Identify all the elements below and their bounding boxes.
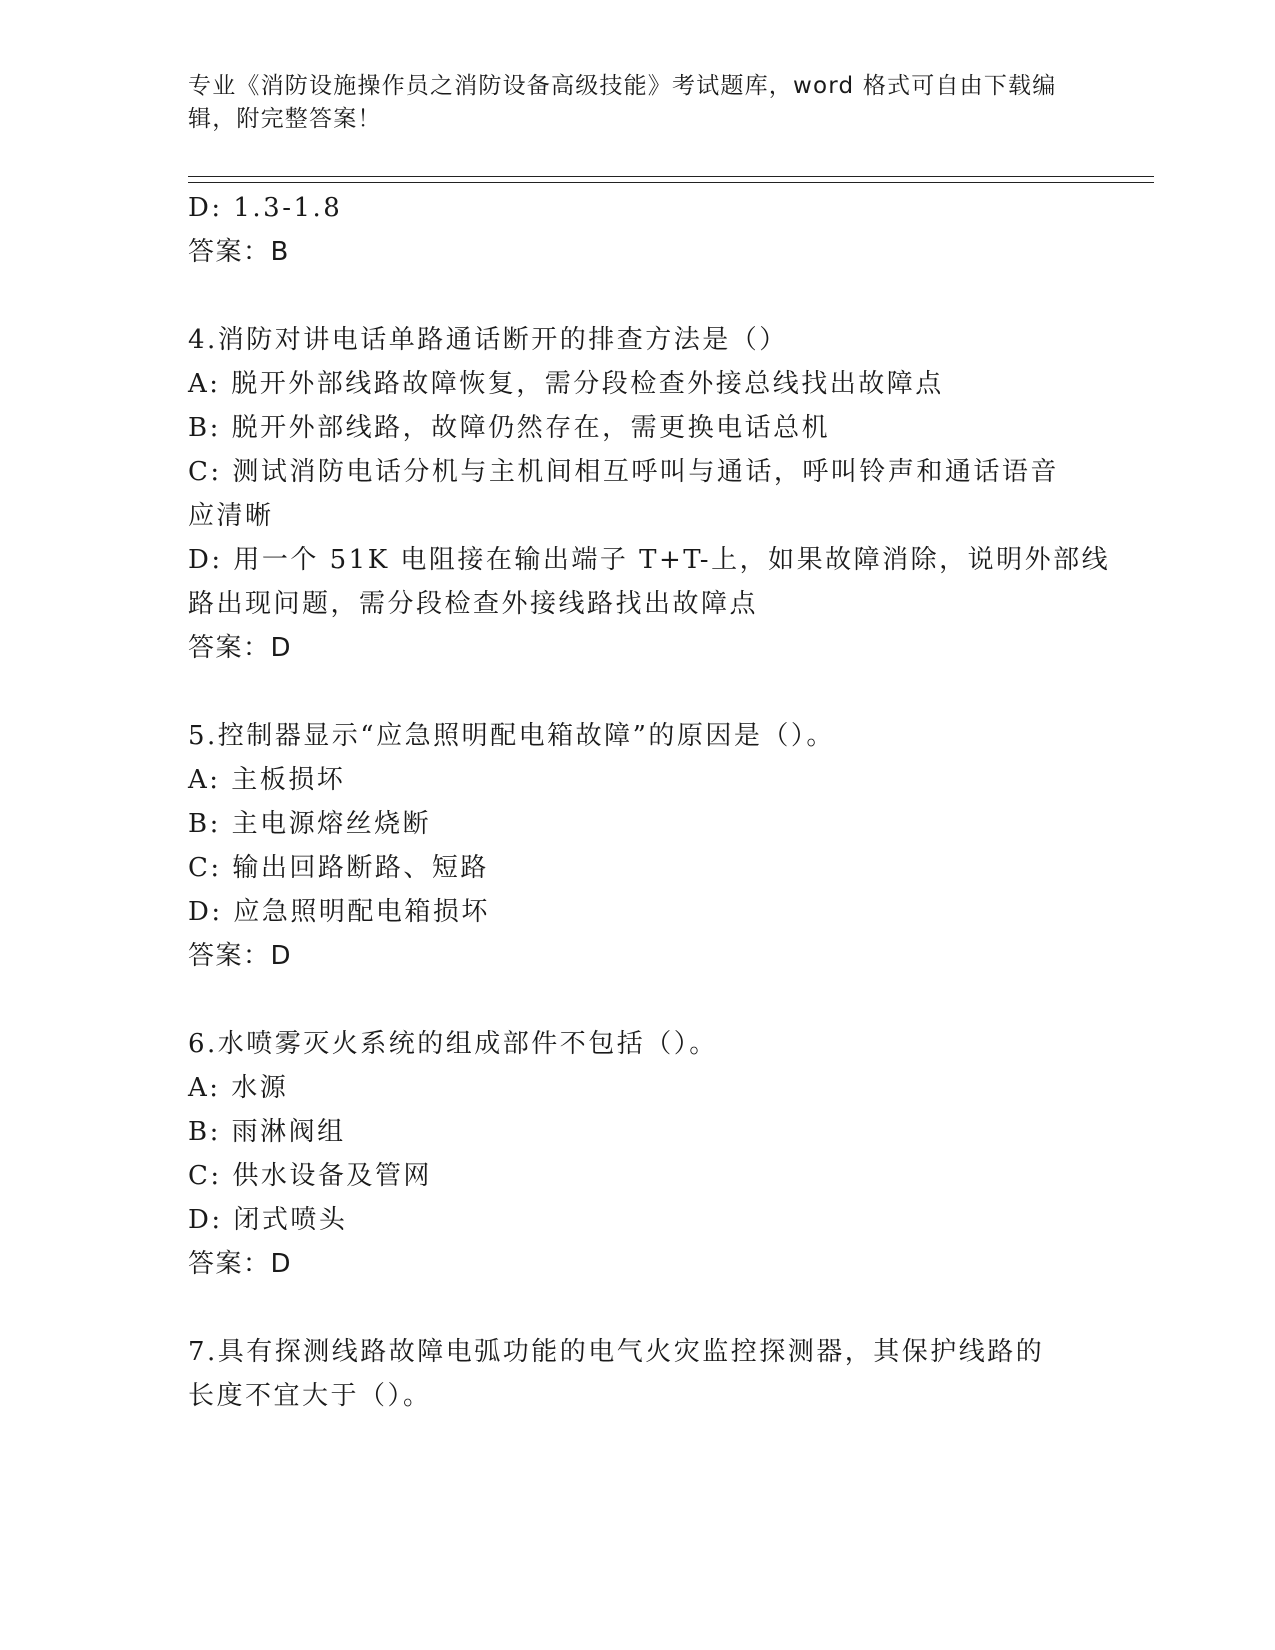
q4-option-a: A: 脱开外部线路故障恢复，需分段检查外接总线找出故障点 <box>188 369 944 399</box>
q4-option-c-continued: 应清晰 <box>188 501 274 531</box>
q4-option-b: B: 脱开外部线路，故障仍然存在，需更换电话总机 <box>188 413 831 443</box>
q4-option-d-continued: 路出现问题，需分段检查外接线路找出故障点 <box>188 589 759 619</box>
q3-option-d: D: 1.3-1.8 <box>188 193 343 223</box>
header-rule-top <box>188 176 1154 177</box>
q7-question: 7.具有探测线路故障电弧功能的电气火灾监控探测器，其保护线路的 <box>188 1337 1045 1367</box>
q5-answer: 答案：D <box>188 941 293 971</box>
q6-option-d: D: 闭式喷头 <box>188 1205 348 1235</box>
q6-option-c: C: 供水设备及管网 <box>188 1161 432 1191</box>
q5-option-a: A: 主板损坏 <box>188 765 346 795</box>
q5-question: 5.控制器显示“应急照明配电箱故障”的原因是（）。 <box>188 721 835 751</box>
q4-question: 4.消防对讲电话单路通话断开的排查方法是（） <box>188 325 788 355</box>
header-rule-bottom <box>188 182 1154 183</box>
q5-option-b: B: 主电源熔丝烧断 <box>188 809 432 839</box>
q4-option-d: D: 用一个 51K 电阻接在输出端子 T+T-上，如果故障消除，说明外部线 <box>188 545 1111 575</box>
q4-answer: 答案：D <box>188 633 293 663</box>
q4-option-c: C: 测试消防电话分机与主机间相互呼叫与通话，呼叫铃声和通话语音 <box>188 457 1059 487</box>
q6-option-a: A: 水源 <box>188 1073 289 1103</box>
q5-option-c: C: 输出回路断路、短路 <box>188 853 489 883</box>
q7-question-continued: 长度不宜大于（）。 <box>188 1381 432 1411</box>
q6-option-b: B: 雨淋阀组 <box>188 1117 346 1147</box>
q3-answer: 答案：B <box>188 237 290 267</box>
q6-question: 6.水喷雾灭火系统的组成部件不包括（）。 <box>188 1029 718 1059</box>
header-line-1: 专业《消防设施操作员之消防设备高级技能》考试题库，word 格式可自由下载编 <box>188 73 1057 99</box>
q6-answer: 答案：D <box>188 1249 293 1279</box>
header-line-2: 辑，附完整答案！ <box>188 106 382 132</box>
q5-option-d: D: 应急照明配电箱损坏 <box>188 897 490 927</box>
page-header <box>188 70 1068 136</box>
